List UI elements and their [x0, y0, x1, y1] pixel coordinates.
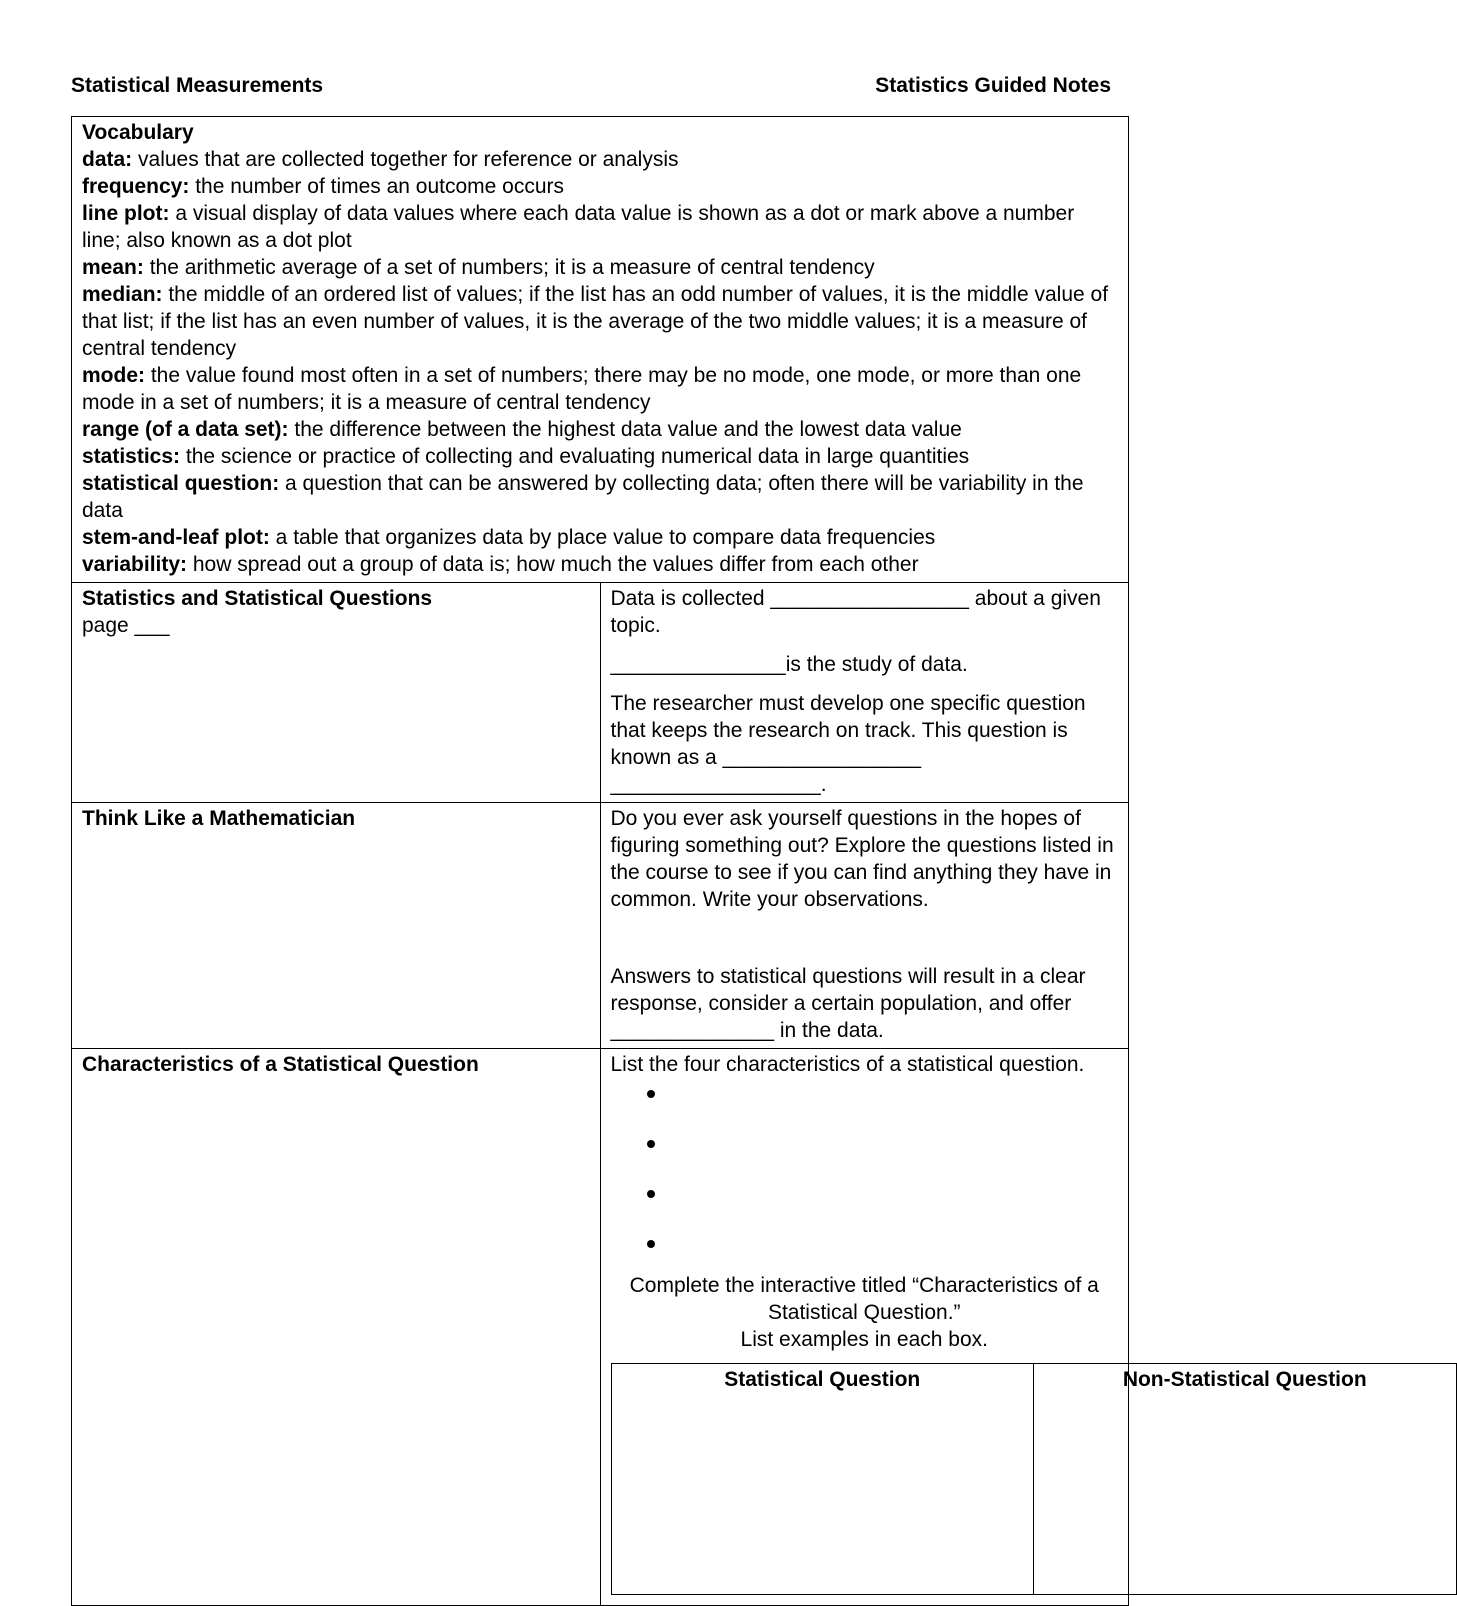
- vocab-entry-range: [82, 416, 1118, 443]
- vocab-term: range (of a data set):: [82, 418, 289, 441]
- vocabulary-cell: [72, 117, 1129, 583]
- section-label-cell: [72, 1049, 601, 1606]
- bullet-icon: [647, 1140, 655, 1148]
- examples-table: [611, 1363, 1457, 1595]
- section-content-cell: [600, 583, 1129, 803]
- document-title: Statistical Measurements: [71, 74, 324, 97]
- vocab-entry-statistical-question: [82, 470, 1118, 524]
- characteristics-row: [72, 1049, 1129, 1606]
- section-label-cell: [72, 583, 601, 803]
- vocab-entry-stem-and-leaf: [82, 524, 1118, 551]
- vocab-entry-line-plot: [82, 200, 1118, 254]
- vocab-term: mode:: [82, 364, 145, 387]
- vocab-term: statistics:: [82, 445, 181, 468]
- page-header: [71, 72, 1111, 100]
- list-item: [639, 1082, 1119, 1132]
- list-item: [639, 1132, 1119, 1182]
- document-subtitle: Statistics Guided Notes: [875, 74, 1111, 97]
- vocab-entry-median: [82, 281, 1118, 362]
- vocab-entry-variability: [82, 551, 1118, 578]
- vocab-definition: how spread out a group of data is; how much the values differ from each other: [187, 553, 919, 576]
- vocab-term: statistical question:: [82, 472, 280, 495]
- vocab-entry-mode: [82, 362, 1118, 416]
- vocab-entry-frequency: [82, 173, 1118, 200]
- section-label: Characteristics of a Statistical Question: [82, 1053, 479, 1076]
- vocab-definition: the difference between the highest data value and the lowest data value: [288, 418, 962, 441]
- vocab-definition: a question that can be answered by collecting data; often there will be variability in the data: [82, 472, 1084, 522]
- fill-in-blank-line: The researcher must develop one specific question that keeps the research on track. This question is known as a _________________ __________________.: [610, 692, 1086, 796]
- vocab-definition: values that are collected together for reference or analysis: [132, 148, 679, 171]
- vocab-definition: the number of times an outcome occurs: [189, 175, 565, 198]
- section-content-cell: [600, 803, 1129, 1049]
- characteristics-list: [611, 1082, 1119, 1282]
- section-content-cell: [600, 1049, 1367, 1606]
- fill-in-blank-line: Answers to statistical questions will result in a clear response, consider a certain population, and offer ______________ in the data.: [610, 965, 1086, 1042]
- bullet-icon: [647, 1240, 655, 1248]
- characteristics-prompt: List the four characteristics of a statistical question.: [610, 1053, 1085, 1076]
- bullet-icon: [647, 1190, 655, 1198]
- vocab-term: frequency:: [82, 175, 190, 198]
- list-item: [639, 1232, 1119, 1282]
- vocab-term: median:: [82, 283, 163, 306]
- vocab-term: data:: [82, 148, 133, 171]
- observation-prompt: Do you ever ask yourself questions in the hopes of figuring something out? Explore the questions listed in the course to see if you can find anything they have in common. Write your observations.: [610, 807, 1114, 911]
- vocab-definition: the value found most often in a set of numbers; there may be no mode, one mode, or more than one mode in a set of numbers; it is a measure of central tendency: [82, 364, 1082, 414]
- statistical-question-box: Statistical Question: [611, 1364, 1034, 1595]
- section-label-cell: [72, 803, 601, 1049]
- vocab-definition: the middle of an ordered list of values; if the list has an odd number of values, it is the middle value of that list; if the list has an even number of values, it is the average of the two middle values; it is a measure of central tendency: [82, 283, 1109, 360]
- vocab-entry-mean: [82, 254, 1118, 281]
- vocab-term: stem-and-leaf plot:: [82, 526, 270, 549]
- examples-row: [611, 1364, 1456, 1595]
- vocabulary-heading: Vocabulary: [82, 121, 194, 144]
- think-like-mathematician-row: [72, 803, 1129, 1049]
- interactive-instruction: Complete the interactive titled “Characteristics of a Statistical Question.”: [629, 1274, 1099, 1324]
- vocab-definition: a visual display of data values where each data value is shown as a dot or mark above a number line; also known as a dot plot: [82, 202, 1075, 252]
- vocab-term: line plot:: [82, 202, 170, 225]
- vocab-entry-data: [82, 146, 1118, 173]
- vocab-entry-statistics: [82, 443, 1118, 470]
- section-label: Think Like a Mathematician: [82, 807, 356, 830]
- list-item: [639, 1182, 1119, 1232]
- vocab-definition: a table that organizes data by place value to compare data frequencies: [269, 526, 936, 549]
- vocab-definition: the arithmetic average of a set of numbers; it is a measure of central tendency: [143, 256, 875, 279]
- interactive-instruction-2: List examples in each box.: [740, 1328, 988, 1351]
- statistics-questions-row: [72, 583, 1129, 803]
- non-statistical-question-box: Non-Statistical Question: [1034, 1364, 1457, 1595]
- notes-table: [71, 116, 1367, 1606]
- fill-in-blank-line: Data is collected _________________ about a given topic.: [610, 587, 1101, 637]
- vocab-term: mean:: [82, 256, 144, 279]
- vocab-term: variability:: [82, 553, 188, 576]
- bullet-icon: [647, 1090, 655, 1098]
- fill-in-blank-line: _______________is the study of data.: [610, 653, 968, 676]
- vocab-definition: the science or practice of collecting and evaluating numerical data in large quantities: [180, 445, 970, 468]
- section-label: Statistics and Statistical Questions: [82, 587, 433, 610]
- page-reference: page ___: [82, 614, 170, 637]
- vocabulary-row: [72, 117, 1129, 583]
